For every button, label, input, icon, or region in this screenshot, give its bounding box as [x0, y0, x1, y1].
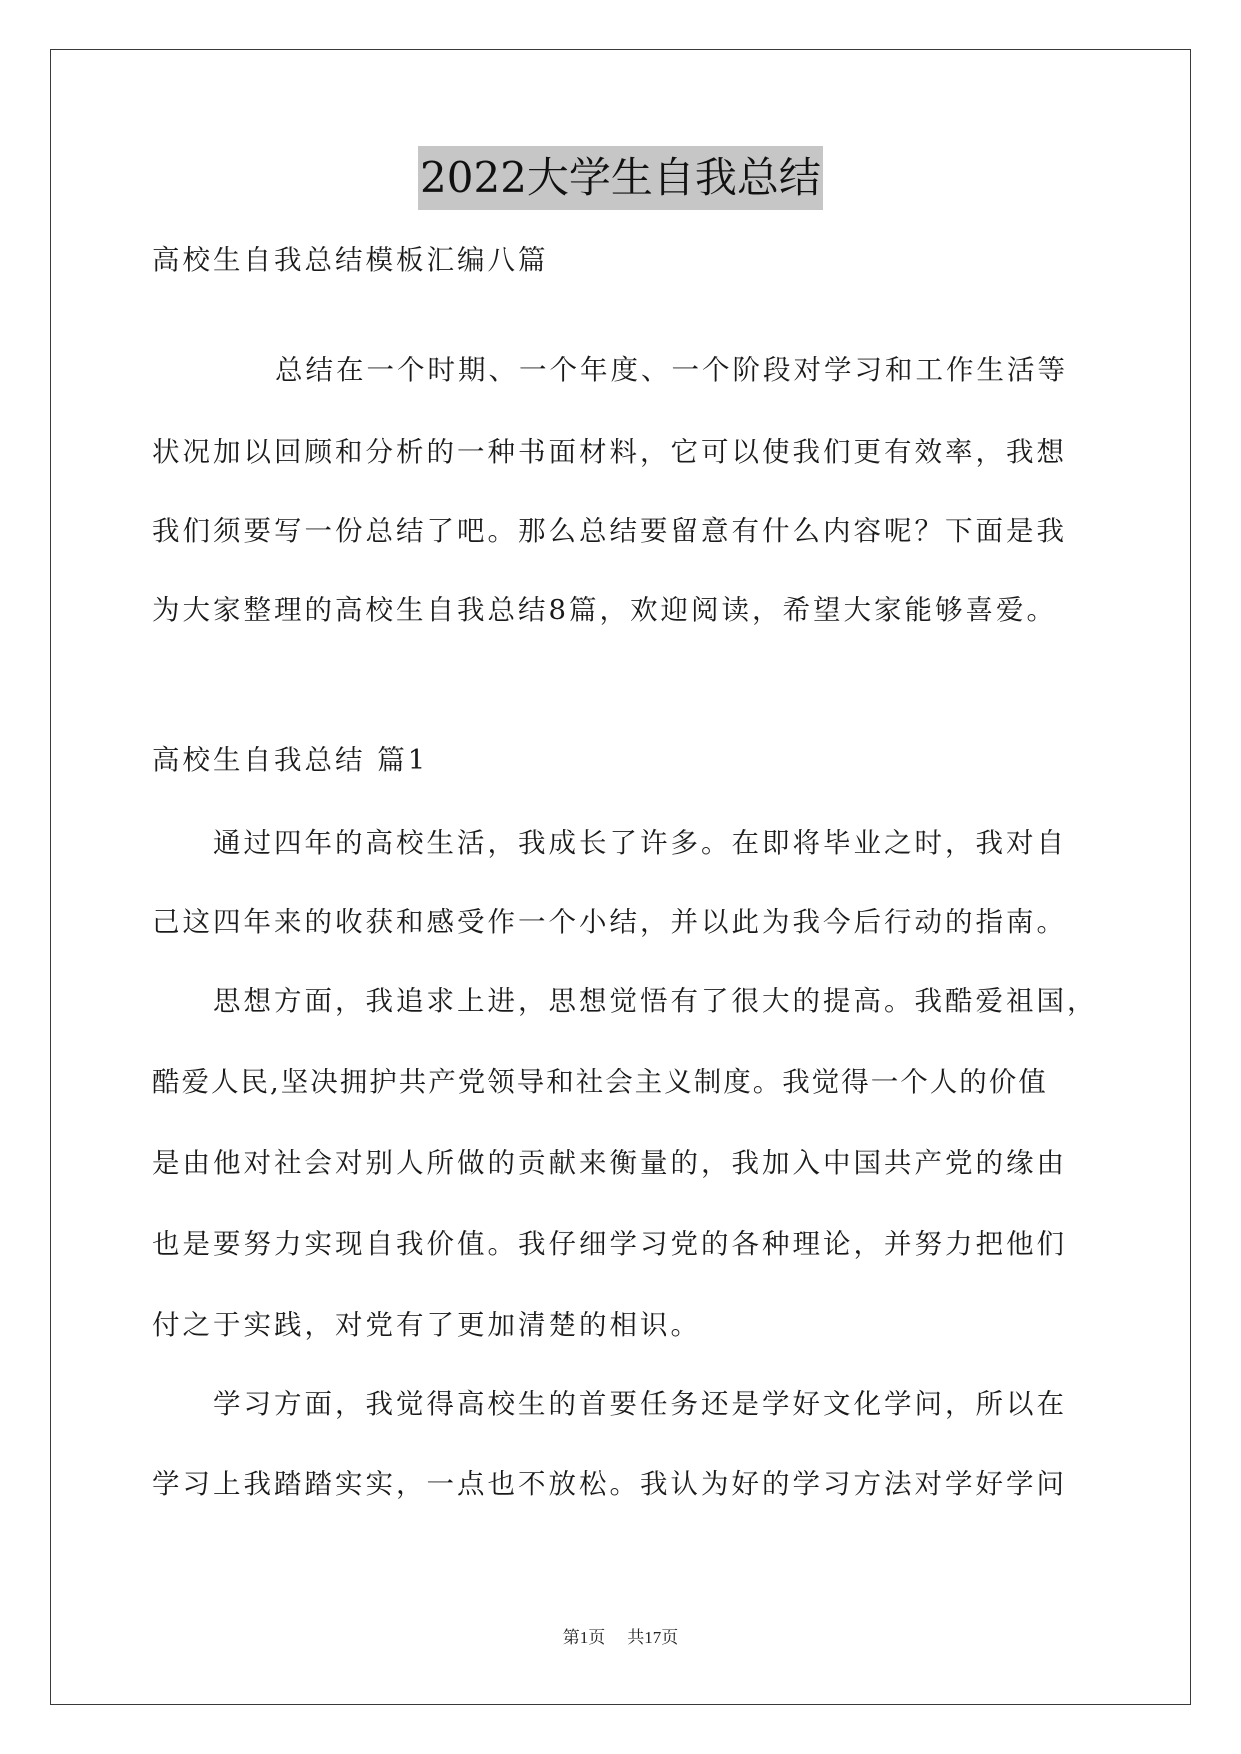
- body-line-6: 也是要努力实现自我价值。我仔细学习党的各种理论，并努力把他们: [152, 1228, 1067, 1260]
- footer-page-suffix: 页: [588, 1628, 606, 1647]
- footer-total-prefix: 共: [627, 1628, 645, 1647]
- body-line-7: 付之于实践，对党有了更加清楚的相识。: [152, 1309, 701, 1341]
- page-footer: [0, 1627, 1241, 1649]
- body-line-4: 酷爱人民,坚决拥护共产党领导和社会主义制度。我觉得一个人的价值: [152, 1066, 1048, 1098]
- document-subtitle: 高校生自我总结模板汇编八篇: [152, 244, 549, 276]
- body-line-3: 思想方面，我追求上进，思想觉悟有了很大的提高。我酷爱祖国，: [213, 985, 1098, 1017]
- title-container: [0, 146, 1241, 210]
- body-line-9: 学习上我踏踏实实，一点也不放松。我认为好的学习方法对学好学问: [152, 1468, 1067, 1500]
- body-line-2: 己这四年来的收获和感受作一个小结，并以此为我今后行动的指南。: [152, 906, 1067, 938]
- intro-line-1: 总结在一个时期、一个年度、一个阶段对学习和工作生活等: [275, 354, 1068, 386]
- intro-line-2: 状况加以回顾和分析的一种书面材料，它可以使我们更有效率，我想: [152, 436, 1067, 468]
- intro-line-3: 我们须要写一份总结了吧。那么总结要留意有什么内容呢？下面是我: [152, 515, 1067, 547]
- footer-page-prefix: 第: [562, 1628, 580, 1647]
- section-heading: 高校生自我总结 篇1: [152, 744, 429, 776]
- body-line-5: 是由他对社会对别人所做的贡献来衡量的，我加入中国共产党的缘由: [152, 1147, 1067, 1179]
- footer-page-number: 1: [579, 1628, 589, 1647]
- footer-total-suffix: 页: [661, 1628, 679, 1647]
- intro-line-4: 为大家整理的高校生自我总结8篇，欢迎阅读，希望大家能够喜爱。: [152, 594, 1057, 626]
- page-border: [50, 49, 1191, 1705]
- body-line-8: 学习方面，我觉得高校生的首要任务还是学好文化学问，所以在: [213, 1388, 1067, 1420]
- footer-total-pages: 17: [644, 1628, 662, 1647]
- body-line-1: 通过四年的高校生活，我成长了许多。在即将毕业之时，我对自: [213, 827, 1067, 859]
- document-title: 2022大学生自我总结: [418, 146, 823, 210]
